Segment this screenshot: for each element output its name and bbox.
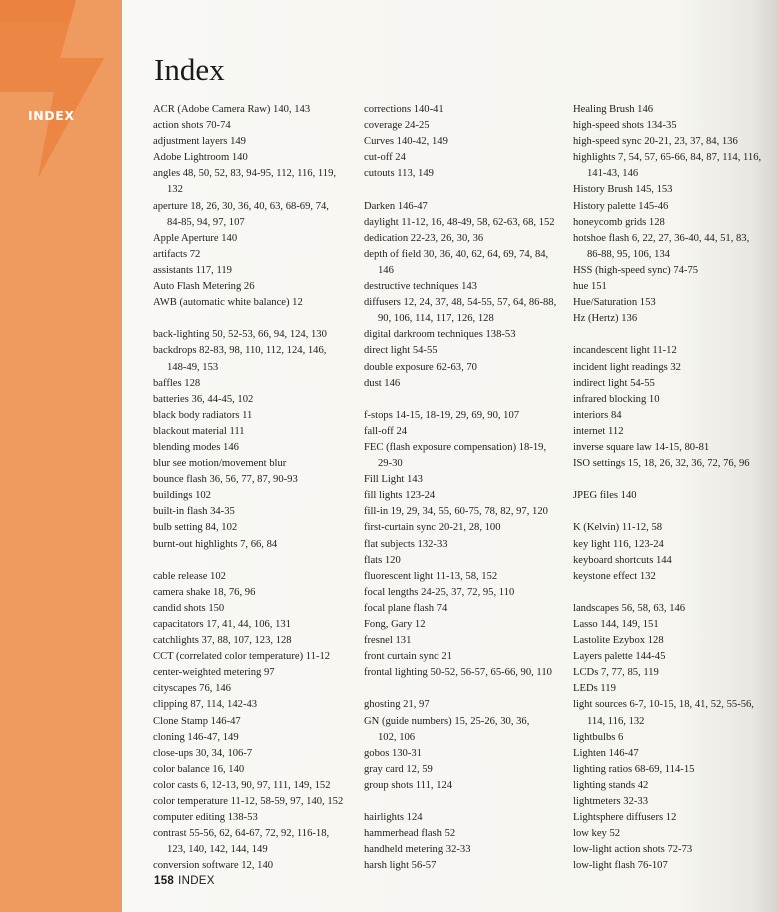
index-entry-text: ACR (Adobe Camera Raw) 140, 143	[153, 104, 311, 115]
index-entry-text: flats 120	[364, 554, 401, 566]
index-entry	[573, 730, 778, 746]
index-entry	[153, 102, 358, 118]
index-entry	[364, 231, 569, 247]
index-entry-text: K (Kelvin) 11-12, 58	[573, 522, 663, 534]
index-entry-text: Layers palette 144-45	[573, 651, 666, 663]
index-entry-text: keyboard shortcuts 144	[573, 554, 672, 566]
index-entry-text: Lighten 146-47	[573, 747, 639, 759]
index-entry	[573, 295, 778, 311]
index-entry-text: FEC (flash exposure compensation) 18-19,	[364, 441, 547, 453]
index-entry-text: hairlights 124	[364, 812, 423, 824]
index-entry-text: center-weighted metering 97	[153, 667, 275, 679]
index-entry-text: incident light readings 32	[573, 361, 681, 373]
index-entry	[573, 376, 778, 392]
index-entry-text: low-light flash 76-107	[573, 860, 668, 872]
index-entry-text: adjustment layers 149	[153, 136, 246, 148]
index-entry	[573, 697, 778, 729]
index-entry-text: coverage 24-25	[364, 120, 430, 132]
index-entry	[573, 537, 778, 553]
index-entry	[364, 343, 569, 359]
index-entry-text: Lasso 144, 149, 151	[573, 619, 659, 630]
index-entry-text: high-speed sync 20-21, 23, 37, 84, 136	[573, 136, 738, 148]
index-entry	[573, 279, 778, 295]
index-entry	[153, 247, 358, 263]
index-entry-text: fresnel 131	[364, 635, 412, 647]
index-entry-text: close-ups 30, 34, 106-7	[153, 747, 253, 759]
section-tab-label: INDEX	[28, 108, 75, 123]
index-entry	[364, 569, 569, 585]
index-entry	[153, 231, 358, 247]
index-entry-text: Apple Aperture 140	[153, 232, 238, 244]
index-entry-text: candid shots 150	[153, 602, 225, 614]
index-entry-text: Healing Brush 146	[573, 104, 654, 115]
index-entry-continuation: 146	[378, 264, 394, 276]
index-entry	[573, 392, 778, 408]
index-entry	[573, 263, 778, 279]
index-entry-continuation: 148-49, 153	[167, 361, 219, 373]
index-entry	[573, 826, 778, 842]
index-entry-text: Auto Flash Metering 26	[153, 281, 255, 293]
index-entry	[153, 794, 358, 810]
index-entry	[573, 150, 778, 182]
index-entry-text: corrections 140-41	[364, 104, 444, 115]
index-entry	[153, 424, 358, 440]
letter-group-gap	[573, 327, 778, 343]
index-entry-text: Clone Stamp 146-47	[153, 715, 241, 727]
index-entry-text: highlights 7, 54, 57, 65-66, 84, 87, 114, 116,	[573, 152, 762, 164]
index-entry-text: fall-off 24	[364, 425, 408, 437]
letter-group-gap	[153, 553, 358, 569]
index-entry	[573, 456, 778, 472]
index-entry-text: lightbulbs 6	[573, 731, 624, 743]
index-entry-text: f-stops 14-15, 18-19, 29, 69, 90, 107	[364, 409, 520, 421]
index-entry-text: infrared blocking 10	[573, 393, 660, 405]
index-entry	[573, 182, 778, 198]
index-entry-text: ghosting 21, 97	[364, 699, 430, 711]
index-entry	[364, 118, 569, 134]
index-entry-text: focal lengths 24-25, 37, 72, 95, 110	[364, 586, 515, 598]
index-entry	[153, 585, 358, 601]
index-entry-text: gray card 12, 59	[364, 763, 433, 775]
letter-group-gap	[364, 681, 569, 697]
index-entry	[364, 601, 569, 617]
index-entry-text: gobos 130-31	[364, 747, 422, 759]
index-entry-text: action shots 70-74	[153, 120, 231, 132]
index-entry	[153, 327, 358, 343]
index-entry-text: buildings 102	[153, 490, 211, 502]
index-entry	[573, 858, 778, 874]
index-entry	[153, 456, 358, 472]
index-entry	[153, 746, 358, 762]
index-entry-text: color casts 6, 12-13, 90, 97, 111, 149, 152	[153, 779, 331, 791]
page-title: Index	[154, 52, 225, 87]
index-entry	[364, 440, 569, 472]
index-entry	[364, 826, 569, 842]
index-entry-text: daylight 11-12, 16, 48-49, 58, 62-63, 68, 152	[364, 216, 555, 228]
page-footer	[154, 875, 215, 887]
index-entry	[364, 746, 569, 762]
index-entry-text: back-lighting 50, 52-53, 66, 94, 124, 130	[153, 329, 327, 341]
index-entry	[573, 488, 778, 504]
index-entry	[153, 617, 358, 633]
lightning-bolt-icon	[0, 0, 122, 200]
index-entry	[364, 199, 569, 215]
index-entry-text: inverse square law 14-15, 80-81	[573, 441, 710, 453]
index-entry-text: front curtain sync 21	[364, 651, 452, 663]
index-entry	[364, 215, 569, 231]
letter-group-gap	[573, 504, 778, 520]
index-entry	[573, 215, 778, 231]
index-entry-text: contrast 55-56, 62, 64-67, 72, 92, 116-18,	[153, 828, 330, 840]
index-entry-continuation: 90, 106, 114, 117, 126, 128	[378, 313, 494, 325]
index-entry	[153, 279, 358, 295]
index-entry-text: cable release 102	[153, 570, 226, 582]
index-column-2	[364, 102, 569, 875]
letter-group-gap	[364, 392, 569, 408]
index-entry-text: honeycomb grids 128	[573, 216, 665, 228]
index-entry-text: GN (guide numbers) 15, 25-26, 30, 36,	[364, 715, 530, 727]
index-entry	[153, 392, 358, 408]
index-entry-text: angles 48, 50, 52, 83, 94-95, 112, 116, 119,	[153, 168, 337, 180]
index-entry	[573, 746, 778, 762]
index-entry	[364, 842, 569, 858]
index-entry-text: backdrops 82-83, 98, 110, 112, 124, 146,	[153, 345, 327, 357]
index-entry-text: key light 116, 123-24	[573, 538, 664, 550]
index-entry-text: black body radiators 11	[153, 409, 253, 421]
index-entry-text: high-speed shots 134-35	[573, 120, 677, 132]
index-entry	[364, 295, 569, 327]
index-entry-text: low key 52	[573, 828, 621, 840]
index-entry-text: burnt-out highlights 7, 66, 84	[153, 538, 278, 550]
index-entry	[364, 762, 569, 778]
index-entry-text: Lightsphere diffusers 12	[573, 812, 677, 824]
index-entry-text: bulb setting 84, 102	[153, 522, 238, 534]
index-entry-text: digital darkroom techniques 138-53	[364, 329, 516, 341]
index-entry	[364, 102, 569, 118]
index-entry	[153, 569, 358, 585]
index-entry-text: HSS (high-speed sync) 74-75	[573, 264, 699, 276]
index-entry	[364, 247, 569, 279]
index-entry	[364, 553, 569, 569]
index-entry	[573, 408, 778, 424]
index-entry	[364, 697, 569, 713]
index-entry-continuation: 102, 106	[378, 731, 416, 743]
index-entry	[153, 730, 358, 746]
index-entry	[153, 858, 358, 874]
index-entry	[573, 134, 778, 150]
index-entry-text: first-curtain sync 20-21, 28, 100	[364, 522, 501, 534]
index-entry	[573, 633, 778, 649]
index-entry	[573, 553, 778, 569]
index-entry-continuation: 114, 116, 132	[587, 715, 645, 727]
letter-group-gap	[364, 794, 569, 810]
index-entry-text: fill lights 123-24	[364, 490, 436, 502]
index-entry	[153, 633, 358, 649]
index-entry-text: blackout material 111	[153, 425, 245, 437]
index-entry	[153, 134, 358, 150]
index-entry-text: fluorescent light 11-13, 58, 152	[364, 570, 498, 582]
index-entry	[364, 617, 569, 633]
index-entry	[573, 569, 778, 585]
index-entry-text: blur see motion/movement blur	[153, 458, 287, 470]
index-entry	[573, 102, 778, 118]
index-entry	[573, 601, 778, 617]
index-entry-continuation: 29-30	[378, 458, 403, 470]
letter-group-gap	[364, 182, 569, 198]
index-entry-text: cloning 146-47, 149	[153, 731, 239, 743]
index-entry-text: AWB (automatic white balance) 12	[153, 297, 303, 309]
index-entry	[573, 810, 778, 826]
index-entry-text: focal plane flash 74	[364, 602, 448, 614]
section-sidebar	[0, 0, 122, 912]
index-entry-text: hammerhead flash 52	[364, 828, 456, 840]
index-entry	[364, 665, 569, 681]
index-entry-text: interiors 84	[573, 409, 622, 421]
index-entry	[153, 376, 358, 392]
index-entry	[364, 150, 569, 166]
index-entry-text: JPEG files 140	[573, 490, 637, 502]
index-entry-text: Adobe Lightroom 140	[153, 152, 248, 164]
index-entry-text: catchlights 37, 88, 107, 123, 128	[153, 635, 292, 647]
index-entry	[153, 150, 358, 166]
index-entry-text: cut-off 24	[364, 152, 406, 164]
index-entry	[153, 778, 358, 794]
index-entry-text: cutouts 113, 149	[364, 168, 434, 180]
index-entry-text: dedication 22-23, 26, 30, 36	[364, 232, 484, 244]
index-entry-text: built-in flash 34-35	[153, 506, 235, 518]
index-entry	[573, 762, 778, 778]
index-entry	[573, 440, 778, 456]
index-entry-text: lighting stands 42	[573, 779, 649, 791]
index-entry	[153, 537, 358, 553]
index-entry-text: LCDs 7, 77, 85, 119	[573, 667, 659, 679]
index-entry-text: conversion software 12, 140	[153, 860, 274, 872]
index-entry-continuation: 141-43, 146	[587, 168, 639, 180]
index-entry	[153, 166, 358, 198]
index-entry-text: History Brush 145, 153	[573, 184, 673, 196]
index-entry-text: handheld metering 32-33	[364, 844, 471, 856]
index-entry-text: Lastolite Ezybox 128	[573, 635, 664, 647]
index-entry	[364, 504, 569, 520]
index-entry	[364, 858, 569, 874]
index-entry-text: capacitators 17, 41, 44, 106, 131	[153, 619, 291, 630]
index-entry	[573, 311, 778, 327]
index-entry	[153, 665, 358, 681]
index-entry-continuation: 123, 140, 142, 144, 149	[167, 844, 268, 856]
index-entry-text: diffusers 12, 24, 37, 48, 54-55, 57, 64, 86-88,	[364, 297, 557, 309]
index-entry	[153, 408, 358, 424]
index-entry-text: fill-in 19, 29, 34, 55, 60-75, 78, 82, 97, 120	[364, 506, 548, 518]
index-entry-text: destructive techniques 143	[364, 281, 477, 293]
index-entry-text: flat subjects 132-33	[364, 538, 448, 550]
index-entry	[573, 778, 778, 794]
index-entry	[573, 424, 778, 440]
index-entry	[364, 134, 569, 150]
index-entry	[153, 118, 358, 134]
index-entry-text: LEDs 119	[573, 683, 616, 695]
index-entry	[153, 472, 358, 488]
index-entry	[364, 810, 569, 826]
index-entry	[364, 537, 569, 553]
index-entry	[364, 520, 569, 536]
index-entry-text: aperture 18, 26, 30, 36, 40, 63, 68-69, 74,	[153, 200, 329, 212]
index-entry-text: bounce flash 36, 56, 77, 87, 90-93	[153, 474, 298, 486]
index-entry-text: ISO settings 15, 18, 26, 32, 36, 72, 76, 96	[573, 458, 750, 470]
index-entry	[364, 279, 569, 295]
index-entry-text: dust 146	[364, 377, 401, 389]
index-entry	[153, 199, 358, 231]
letter-group-gap	[573, 585, 778, 601]
index-entry	[364, 408, 569, 424]
index-entry-text: keystone effect 132	[573, 570, 656, 582]
index-entry-text: Hue/Saturation 153	[573, 297, 656, 309]
index-entry	[153, 343, 358, 375]
index-entry-text: landscapes 56, 58, 63, 146	[573, 602, 686, 614]
index-entry-text: low-light action shots 72-73	[573, 844, 693, 856]
index-entry-text: computer editing 138-53	[153, 812, 258, 824]
index-entry	[153, 263, 358, 279]
index-entry-text: group shots 111, 124	[364, 779, 453, 791]
index-entry	[153, 810, 358, 826]
index-entry	[153, 826, 358, 858]
index-entry-continuation: 86-88, 95, 106, 134	[587, 248, 670, 260]
index-entry-text: indirect light 54-55	[573, 377, 655, 389]
index-entry	[364, 472, 569, 488]
index-entry-text: clipping 87, 114, 142-43	[153, 699, 258, 711]
index-entry	[153, 488, 358, 504]
page-number: 158	[154, 875, 175, 887]
index-entry-text: Curves 140-42, 149	[364, 136, 448, 148]
index-entry	[364, 424, 569, 440]
index-entry-text: Hz (Hertz) 136	[573, 313, 638, 325]
index-entry-continuation: 132	[167, 184, 183, 196]
index-entry-text: cityscapes 76, 146	[153, 683, 231, 695]
index-entry-text: hue 151	[573, 281, 607, 293]
index-entry	[364, 327, 569, 343]
letter-group-gap	[573, 472, 778, 488]
index-entry-text: harsh light 56-57	[364, 860, 437, 872]
index-entry	[573, 118, 778, 134]
index-entry-text: direct light 54-55	[364, 345, 438, 357]
index-entry-text: baffles 128	[153, 377, 201, 389]
index-entry	[153, 440, 358, 456]
index-entry-text: batteries 36, 44-45, 102	[153, 393, 254, 405]
index-entry	[573, 520, 778, 536]
index-entry-text: assistants 117, 119	[153, 264, 232, 276]
index-entry-text: incandescent light 11-12	[573, 345, 677, 357]
index-entry-text: color balance 16, 140	[153, 763, 245, 775]
index-entry-text: hotshoe flash 6, 22, 27, 36-40, 44, 51, 83,	[573, 232, 750, 244]
index-entry-text: color temperature 11-12, 58-59, 97, 140, 152	[153, 796, 344, 808]
index-entry	[153, 714, 358, 730]
index-entry	[364, 376, 569, 392]
index-entry-text: depth of field 30, 36, 40, 62, 64, 69, 74, 84,	[364, 248, 549, 260]
index-column-1	[153, 102, 358, 875]
index-entry-text: History palette 145-46	[573, 200, 669, 212]
index-entry-text: camera shake 18, 76, 96	[153, 586, 256, 598]
index-entry	[573, 617, 778, 633]
index-entry	[364, 585, 569, 601]
index-entry-text: Darken 146-47	[364, 200, 428, 212]
index-entry	[153, 649, 358, 665]
index-entry	[153, 520, 358, 536]
index-entry	[153, 697, 358, 713]
index-entry	[364, 633, 569, 649]
index-entry	[153, 681, 358, 697]
index-entry	[573, 343, 778, 359]
index-entry	[573, 231, 778, 263]
index-entry	[364, 649, 569, 665]
index-entry-text: artifacts 72	[153, 248, 201, 260]
index-entry	[573, 681, 778, 697]
index-entry	[573, 794, 778, 810]
index-entry	[153, 601, 358, 617]
index-entry-text: lightmeters 32-33	[573, 796, 649, 808]
index-entry-continuation: 84-85, 94, 97, 107	[167, 216, 245, 228]
index-entry	[364, 360, 569, 376]
index-entry-text: blending modes 146	[153, 441, 239, 453]
index-entry	[364, 166, 569, 182]
index-entry	[364, 714, 569, 746]
index-entry-text: Fill Light 143	[364, 474, 423, 486]
index-entry	[573, 842, 778, 858]
index-entry	[364, 778, 569, 794]
index-entry	[153, 762, 358, 778]
index-entry	[153, 295, 358, 311]
index-entry-text: light sources 6-7, 10-15, 18, 41, 52, 55-56,	[573, 699, 754, 711]
index-entry	[573, 665, 778, 681]
index-entry	[573, 360, 778, 376]
index-entry-text: double exposure 62-63, 70	[364, 361, 477, 373]
index-entry-text: internet 112	[573, 425, 624, 437]
index-entry-text: lighting ratios 68-69, 114-15	[573, 763, 695, 775]
index-entry	[364, 488, 569, 504]
index-entry	[573, 199, 778, 215]
index-column-3	[573, 102, 778, 875]
index-entry-text: CCT (correlated color temperature) 11-12	[153, 651, 331, 663]
index-entry	[573, 649, 778, 665]
index-entry-text: frontal lighting 50-52, 56-57, 65-66, 90, 110	[364, 667, 552, 679]
index-entry-text: Fong, Gary 12	[364, 619, 426, 630]
footer-label: INDEX	[178, 875, 215, 887]
index-entry	[153, 504, 358, 520]
letter-group-gap	[153, 311, 358, 327]
